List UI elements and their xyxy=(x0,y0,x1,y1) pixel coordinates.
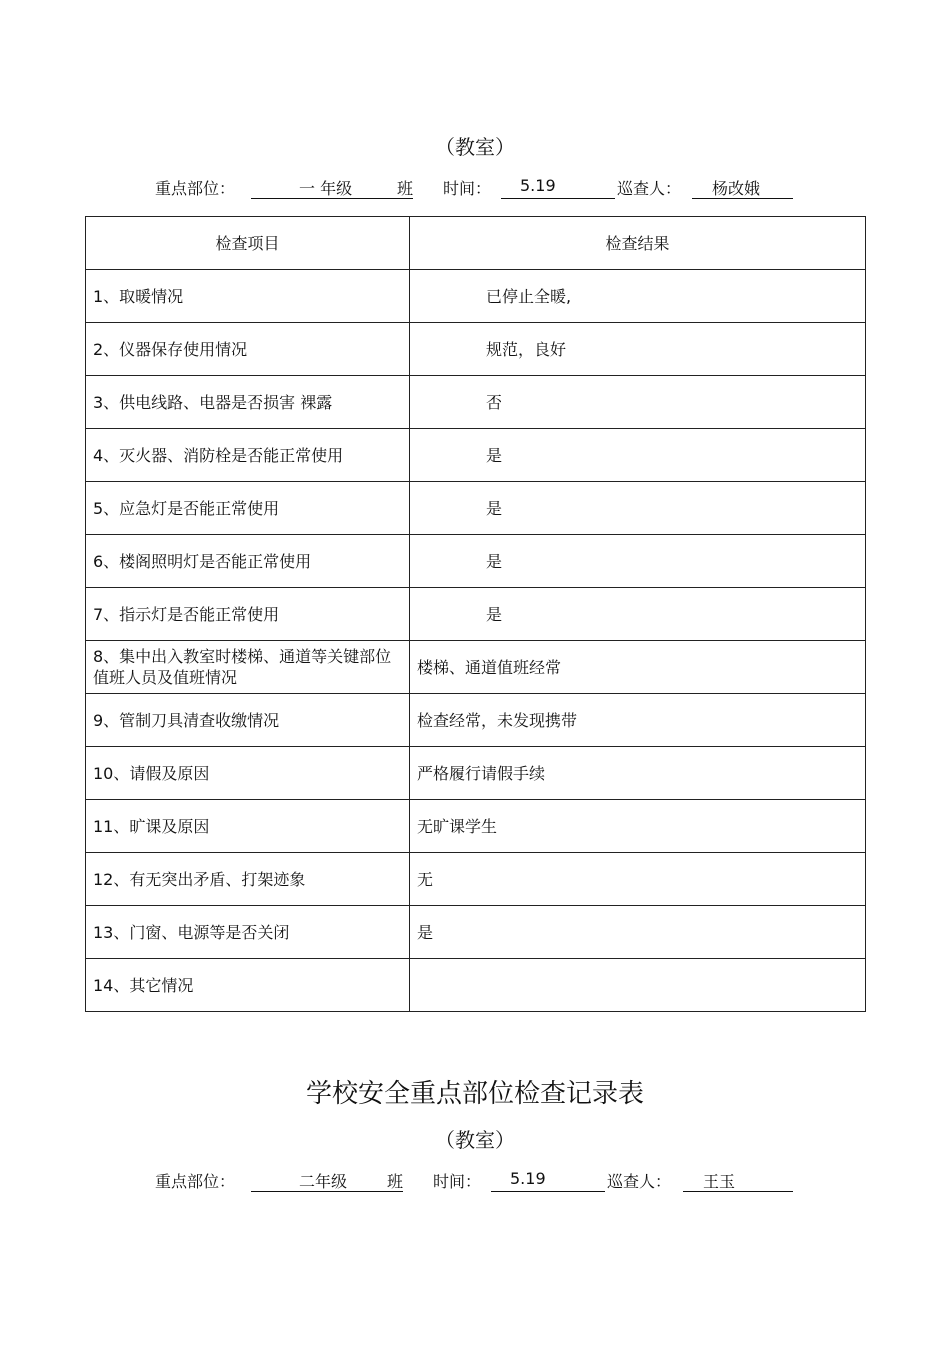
item-cell: 13、门窗、电源等是否关闭 xyxy=(86,906,410,959)
result-cell: 已停止全暖, xyxy=(410,270,866,323)
result-cell: 是 xyxy=(410,588,866,641)
inspector-label: 巡查人： xyxy=(607,1172,672,1191)
table-row xyxy=(86,588,866,641)
time-label: 时间： xyxy=(433,1172,482,1191)
item-cell: 9、管制刀具清查收缴情况 xyxy=(86,694,410,747)
result-cell: 规范，良好 xyxy=(410,323,866,376)
result-cell: 无 xyxy=(410,853,866,906)
item-cell: 5、应急灯是否能正常使用 xyxy=(86,482,410,535)
table-row xyxy=(86,535,866,588)
inspector-value: 王玉 xyxy=(703,1172,736,1191)
table-row xyxy=(86,853,866,906)
result-cell: 否 xyxy=(410,376,866,429)
item-cell: 3、供电线路、电器是否损害 裸露 xyxy=(86,376,410,429)
item-cell: 10、请假及原因 xyxy=(86,747,410,800)
location-field xyxy=(251,176,413,199)
table-row xyxy=(86,959,866,1012)
result-cell: 检查经常，未发现携带 xyxy=(410,694,866,747)
time-value: 5.19 xyxy=(510,1169,546,1188)
item-cell: 8、集中出入教室时楼梯、通道等关键部位值班人员及值班情况 xyxy=(86,641,410,694)
result-cell: 无旷课学生 xyxy=(410,800,866,853)
inspector-field xyxy=(692,176,793,199)
time-label: 时间： xyxy=(443,179,492,198)
table-row xyxy=(86,376,866,429)
header-item: 检查项目 xyxy=(86,217,410,270)
grade-value: 二年级 xyxy=(299,1172,348,1191)
table-header-row xyxy=(86,217,866,270)
inspector-value: 杨改娥 xyxy=(712,179,761,198)
location-field xyxy=(251,1169,403,1192)
result-cell: 是 xyxy=(410,535,866,588)
section2-info-line xyxy=(0,1169,950,1193)
class-suffix: 班 xyxy=(396,179,413,198)
table-row xyxy=(86,694,866,747)
section2-subtitle: （教室） xyxy=(435,1128,515,1152)
item-cell: 1、取暖情况 xyxy=(86,270,410,323)
time-value: 5.19 xyxy=(520,176,556,195)
inspector-field xyxy=(683,1169,793,1192)
class-suffix: 班 xyxy=(386,1172,403,1191)
item-cell: 12、有无突出矛盾、打架迹象 xyxy=(86,853,410,906)
result-cell: 楼梯、通道值班经常 xyxy=(410,641,866,694)
result-cell: 严格履行请假手续 xyxy=(410,747,866,800)
form-title: 学校安全重点部位检查记录表 xyxy=(305,1079,644,1109)
item-cell: 11、旷课及原因 xyxy=(86,800,410,853)
table-row xyxy=(86,800,866,853)
table-row xyxy=(86,270,866,323)
table-row xyxy=(86,323,866,376)
item-cell: 14、其它情况 xyxy=(86,959,410,1012)
location-label: 重点部位： xyxy=(155,179,236,198)
grade-value: 一 年级 xyxy=(299,179,353,198)
result-cell: 是 xyxy=(410,482,866,535)
result-cell: 是 xyxy=(410,429,866,482)
section1-subtitle: （教室） xyxy=(435,135,515,159)
item-cell: 2、仪器保存使用情况 xyxy=(86,323,410,376)
item-cell: 7、指示灯是否能正常使用 xyxy=(86,588,410,641)
table-row xyxy=(86,641,866,694)
item-cell: 6、楼阁照明灯是否能正常使用 xyxy=(86,535,410,588)
inspector-label: 巡查人： xyxy=(617,179,682,198)
table-row xyxy=(86,482,866,535)
result-cell: 是 xyxy=(410,906,866,959)
time-field xyxy=(491,1169,605,1192)
section1-info-line xyxy=(0,176,950,200)
location-label: 重点部位： xyxy=(155,1172,236,1191)
result-cell xyxy=(410,959,866,1012)
inspection-table xyxy=(85,216,866,1012)
item-cell: 4、灭火器、消防栓是否能正常使用 xyxy=(86,429,410,482)
table-row xyxy=(86,906,866,959)
table-row xyxy=(86,429,866,482)
table-row xyxy=(86,747,866,800)
header-result: 检查结果 xyxy=(410,217,866,270)
time-field xyxy=(501,176,615,199)
